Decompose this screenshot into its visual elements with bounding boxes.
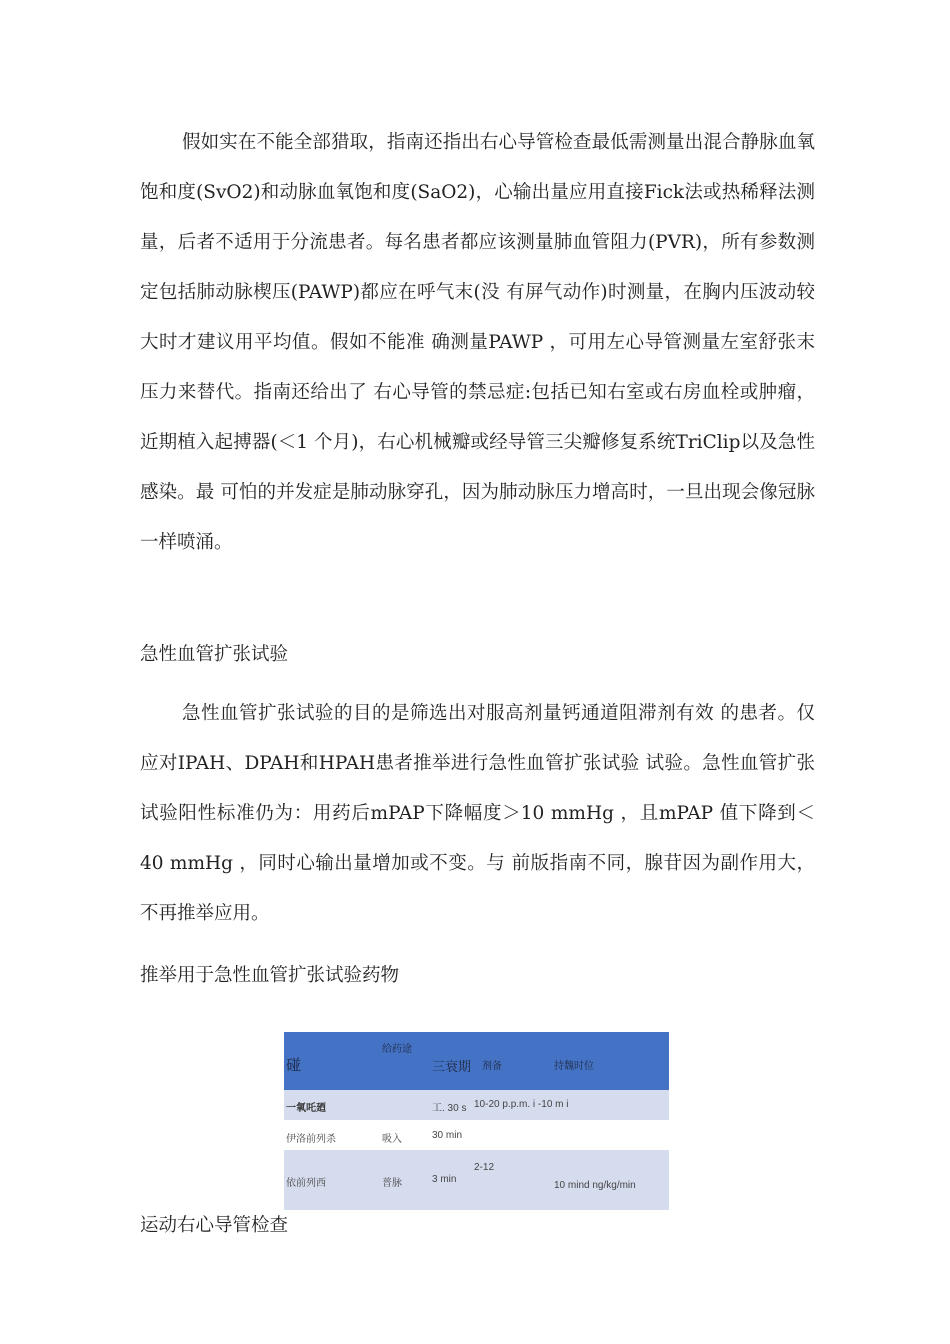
cell-dose: 10-20 p.p.m. i -10 m i: [474, 1099, 569, 1110]
drug-table: [284, 1032, 669, 1210]
cell-halflife: 3 min: [432, 1174, 457, 1185]
cell-drug: 依前列西: [286, 1178, 326, 1189]
table-header-dose: 剂备: [482, 1061, 502, 1072]
section-heading-drugs: 推举用于急性血管扩张试验药物: [140, 965, 400, 986]
cell-duration: 10 mind ng/kg/min: [554, 1180, 636, 1191]
cell-halflife: 工. 30 s: [432, 1103, 467, 1114]
table-header: [284, 1032, 669, 1090]
table-header-route: 给药途: [382, 1044, 412, 1055]
cell-halflife: 30 min: [432, 1130, 463, 1141]
cell-drug: 伊洛前列杀: [286, 1134, 336, 1145]
table-row: [284, 1150, 669, 1210]
section-heading-exercise-rhc: 运动右心导管检查: [140, 1215, 289, 1236]
cell-route: 吸入: [382, 1134, 402, 1145]
table-row: [284, 1120, 669, 1150]
table-row: [284, 1090, 669, 1120]
cell-drug: 一氧吒廼: [286, 1103, 326, 1114]
table-header-drug: 碰: [286, 1057, 302, 1074]
paragraph-rhc-requirements: 假如实在不能全部猎取，指南还指出右心导管检查最低需测量出混合静脉血氧饱和度(SvO2)和动脉血氧饱和度(SaO2)，心输出量应用直接Fick法或热稀释法测量，后者不适用于分流患者。每名患者都应该测量肺血管阻力(PVR)，所有参数测定包括肺动脉楔压(PAWP)都应在呼气末(没 有屏气动作)时测量，在胸内压波动较大时才建议用平均值。假如不能准 确测量PAWP ，可用左心导管测量左室舒张末压力来替代。指南还给出了 右心导管的禁忌症:包括已知右室或右房血栓或肿瘤，近期植入起搏器(＜1 个月)，右心机械瓣或经导管三尖瓣修复系统TriClip以及急性感染。最 可怕的并发症是肺动脉穿孔，因为肺动脉压力增高时，一旦出现会像冠脉 一样喷涌。: [140, 132, 815, 553]
section-heading-vasoreactivity: 急性血管扩张试验: [140, 644, 289, 665]
cell-dose: 2-12: [474, 1162, 495, 1173]
cell-route: 普脉: [382, 1178, 402, 1189]
table-header-halflife: 三衰期: [432, 1059, 472, 1074]
table-header-duration: 持魏时位: [554, 1061, 594, 1072]
paragraph-vasoreactivity-test: 急性血管扩张试验的目的是筛选出对服高剂量钙通道阻滞剂有效 的患者。仅应对IPAH、DPAH和HPAH患者推举进行急性血管扩张试验 试验。急性血管扩张试验阳性标准仍为：用药后mPAP下降幅度＞10 mmHg ，且mPAP 值下降到＜40 mmHg ，同时心输出量增加或不变。与 前版指南不同，腺苷因为副作用大，不再推举应用。: [140, 703, 815, 924]
